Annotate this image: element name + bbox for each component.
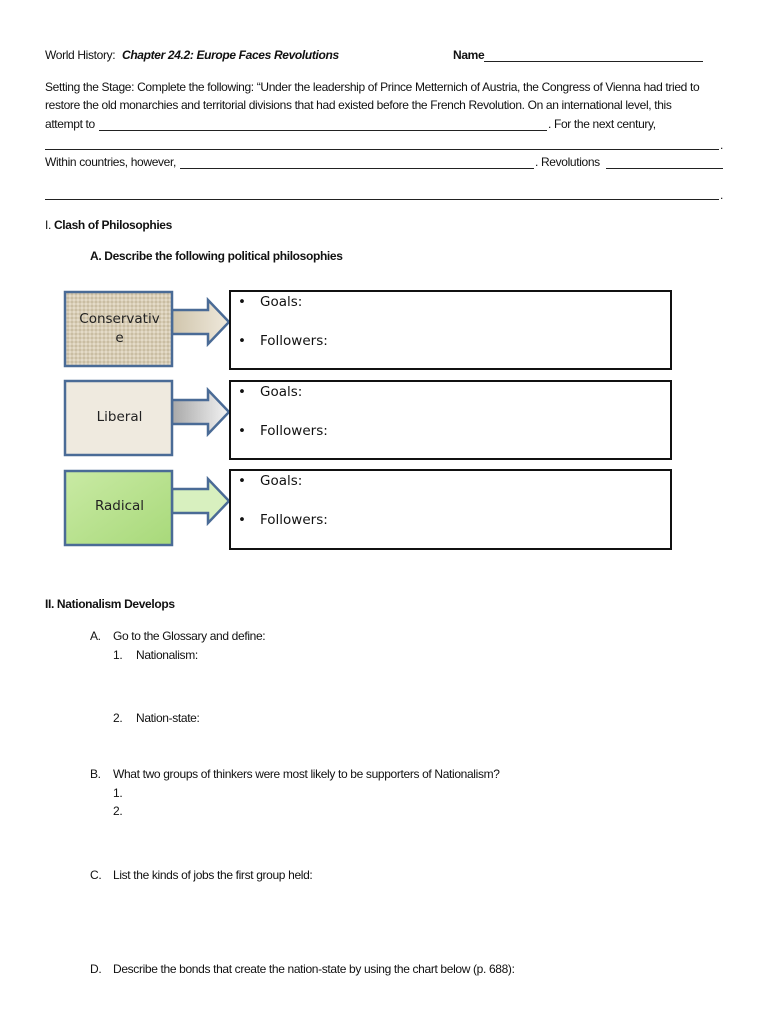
conservative-followers — [238, 333, 328, 349]
followers-label: Followers: — [260, 333, 328, 349]
goals-label: Goals: — [260, 294, 303, 310]
item-a-text: Go to the Glossary and define: — [113, 629, 266, 643]
radical-label: Radical — [94, 498, 145, 514]
section-1-title: Clash of Philosophies — [53, 218, 172, 232]
liberal-followers — [238, 423, 328, 439]
setting-stage-line-3-start: attempt to — [45, 117, 95, 131]
item-a-1-text: Nationalism: — [136, 648, 198, 662]
followers-label: Followers: — [260, 423, 328, 439]
bullet-glyph: • — [238, 473, 246, 489]
section-2-title: II. Nationalism Develops — [45, 597, 175, 611]
setting-stage-line-4-end: . — [720, 138, 723, 152]
item-b-2-num: 2. — [113, 804, 123, 818]
chapter-title: Chapter 24.2: Europe Faces Revolutions — [122, 48, 339, 62]
conservative-goals — [238, 294, 302, 310]
bullet-glyph: • — [238, 384, 246, 400]
item-a-letter: A. — [90, 629, 101, 643]
item-c-text: List the kinds of jobs the first group held: — [113, 868, 313, 882]
liberal-label: Liberal — [96, 409, 143, 425]
fill-blank-1[interactable] — [99, 130, 547, 131]
bullet-glyph: • — [238, 333, 246, 349]
item-a-2-num: 2. — [113, 711, 123, 725]
item-d-letter: D. — [90, 962, 102, 976]
conservative-label-line-2: e — [115, 330, 124, 346]
liberal-goals — [238, 384, 302, 400]
fill-blank-4[interactable] — [606, 168, 723, 169]
fill-blank-5[interactable] — [45, 199, 719, 200]
course-label: World History: — [45, 48, 116, 62]
goals-label: Goals: — [260, 473, 303, 489]
item-b-letter: B. — [90, 767, 101, 781]
bullet-glyph: • — [238, 294, 246, 310]
bullet-glyph: • — [238, 512, 246, 528]
name-blank[interactable] — [484, 61, 703, 62]
item-d-text: Describe the bonds that create the nation-state by using the chart below (p. 688): — [113, 962, 515, 976]
conservative-label-line-1: Conservativ — [79, 311, 160, 327]
name-label: Name — [453, 48, 485, 62]
section-1-numeral: I. — [45, 218, 51, 232]
conservative-label — [66, 310, 173, 348]
setting-stage-line-5-start: Within countries, however, — [45, 155, 176, 169]
followers-label: Followers: — [260, 512, 328, 528]
setting-stage-line-3-end: . For the next century, — [548, 117, 656, 131]
setting-stage-line-2: restore the old monarchies and territorial divisions that had existed before the French Revolution. On an international level, this — [45, 98, 672, 112]
item-a-1-num: 1. — [113, 648, 123, 662]
item-b-text: What two groups of thinkers were most likely to be supporters of Nationalism? — [113, 767, 500, 781]
setting-stage-line-1: Setting the Stage: Complete the following: “Under the leadership of Prince Metternich of Austria, the Congress of Vienna had tried to — [45, 80, 700, 94]
goals-label: Goals: — [260, 384, 303, 400]
item-a-2-text: Nation-state: — [136, 711, 200, 725]
setting-stage-line-6-end: . — [720, 188, 723, 202]
fill-blank-2[interactable] — [45, 149, 719, 150]
radical-followers — [238, 512, 328, 528]
setting-stage-line-5-mid: . Revolutions — [535, 155, 600, 169]
item-b-1-num: 1. — [113, 786, 123, 800]
bullet-glyph: • — [238, 423, 246, 439]
item-c-letter: C. — [90, 868, 102, 882]
fill-blank-3[interactable] — [180, 168, 534, 169]
section-1-subheading-a: A. Describe the following political philosophies — [90, 249, 343, 263]
section-1-heading — [45, 218, 172, 232]
radical-goals — [238, 473, 302, 489]
